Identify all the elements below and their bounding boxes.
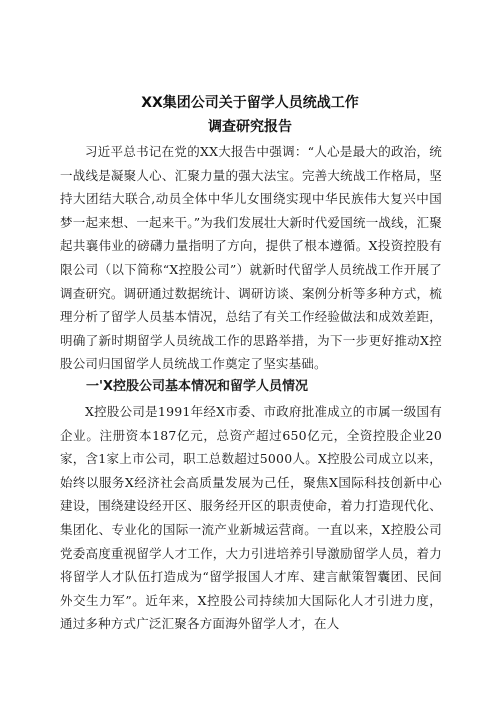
document-title-line-2: 调查研究报告	[208, 119, 292, 135]
section-1-paragraph: X控股公司是1991年经X市委、市政府批准成立的市属一级国有企业。注册资本187亿元，总资产超过650亿元，全资控股企业20家，含1家上市公司，职工总数超过5000人。X控股公司成立以来，始终以服务X经济社会高质量发展为己任，聚焦X国际科技创新中心建设，围绕建设经开区、服务经开区的职责使命，着力打造现代化、集团化、专业化的国际一流产业新城运营商。一直以来，X控股公司党委高度重视留学人才工作，大力引进培养引导激励留学人员，着力将留学人才队伍打造成为“留学报国人才库、建言献策智囊团、民间外交生力军”。近年来，X控股公司持续加大国际化人才引进力度，通过多种方式广泛汇聚各方面海外留学人才，在人	[60, 404, 442, 632]
document-title-line-1: XX集团公司关于留学人员统战工作	[141, 95, 359, 111]
section-heading-1: 一'X控股公司基本情况和留学人员情况	[86, 379, 309, 394]
intro-paragraph: 习近平总书记在党的XX大报告中强调：“人心是最大的政治，统一战线是凝聚人心、汇聚力量的强大法宝。完善大统战工作格局，坚持大团结大联合,动员全体中华儿女围绕实现中华民族伟大复兴中国梦一起来想、一起来干。”为我们发展壮大新时代爱国统一战线，汇聚起共襄伟业的磅礴力量指明了方向，提供了根本遵循。X投资控股有限公司（以下简称“X控股公司”）就新时代留学人员统战工作开展了调查研究。调研通过数据统计、调研访谈、案例分析等多种方式，梳理分析了留学人员基本情况，总结了有关工作经验做法和成效差距，明确了新时期留学人员统战工作的思路举措，为下一步更好推动X控股公司归国留学人员统战工作奠定了坚实基础。	[60, 144, 442, 372]
